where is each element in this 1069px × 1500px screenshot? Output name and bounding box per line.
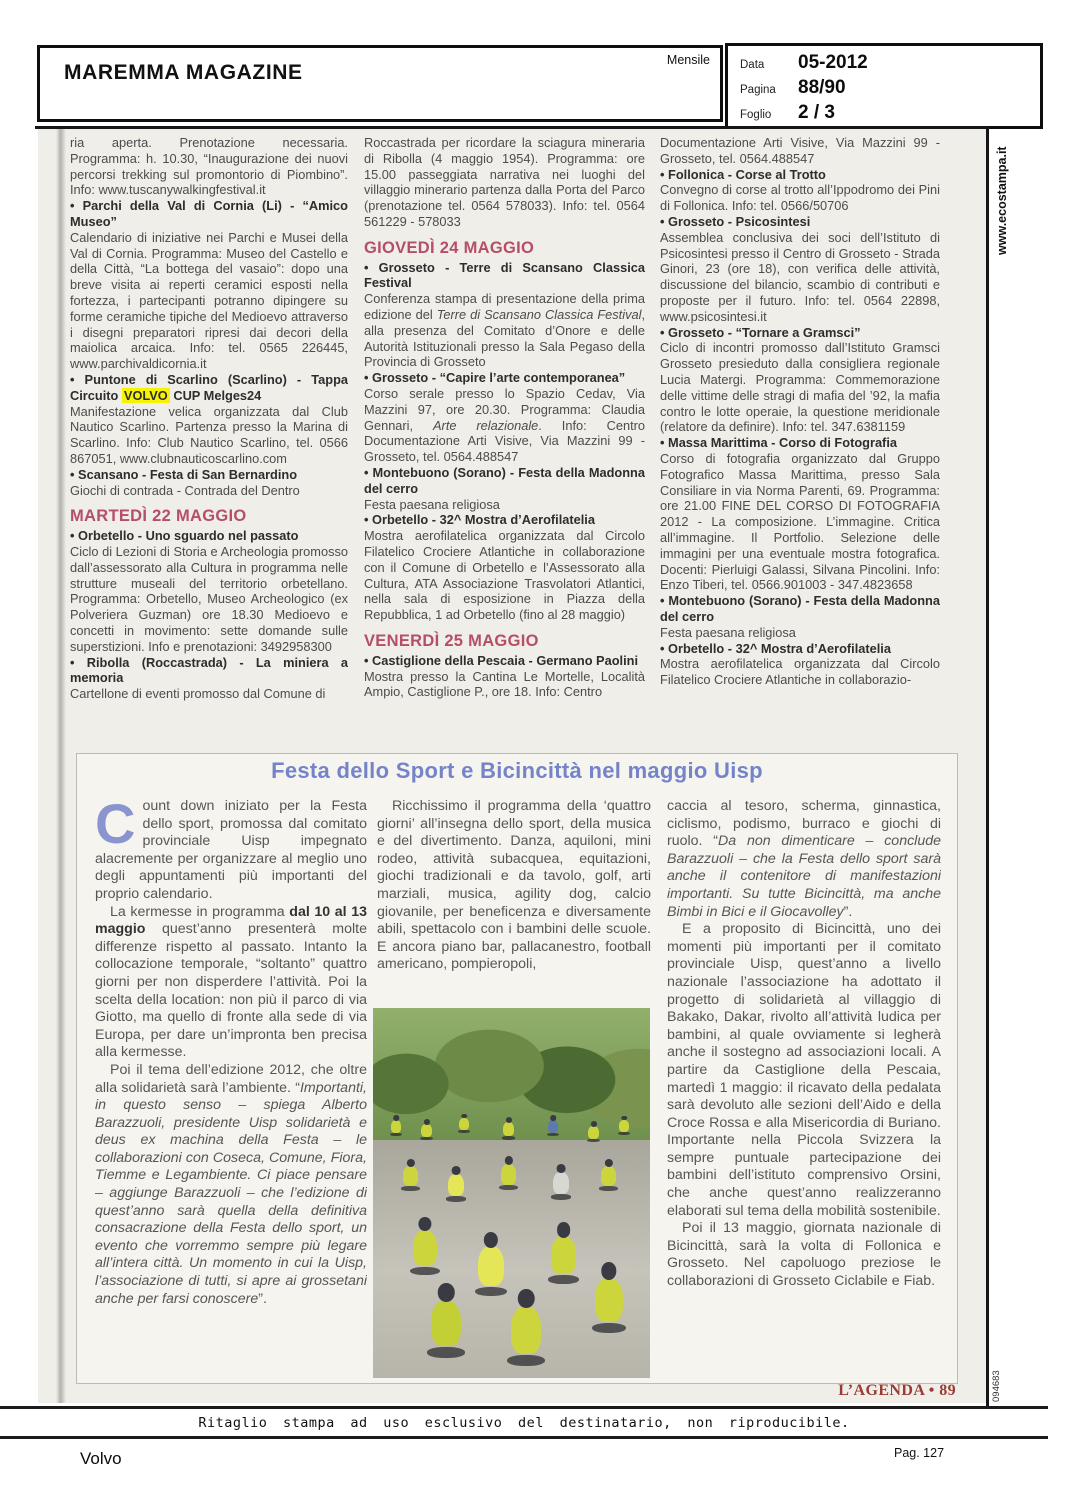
italic-quote: Arte relazionale [433,417,539,433]
text-paragraph: Roccastrada per ricordare la sciagura mineraria di Ribolla (4 maggio 1954). Programma: ore 15.00 passeggiata narrativa nei luoghi del villaggio minerario partenza dalla Porta del Parco (prenotazione tel. 0564 578033). Info: tel. 0564 561229 - 578033 [364,135,645,229]
text-paragraph: Ciclo di incontri promosso dall’Istituto Gramsci Grosseto presieduto dalla consigliera regionale Lucia Matergi. Programma: Commemorazione delle vittime delle stragi di mafia del ’92, la mafia contro le lotte operaie, la questione meridionale (relatore da definire). Info: tel. 347.6381159 [660,340,940,435]
bold-text: dal 10 al 13 maggio [95,903,367,938]
agenda-event-title: • Ribolla (Roccastrada) - La miniera a memoria [70,654,348,686]
cyclist-figure [413,1230,437,1266]
text-paragraph: Convegno di corse al trotto all’Ippodromo dei Pini di Follonica. Info: tel. 0566/50706 [660,182,940,214]
agenda-column-1 [70,135,348,747]
data-label: Data [740,59,765,71]
article-column-3 [667,798,941,1376]
italic-quote: Terre di Scansano Classica Festival [436,306,642,322]
cyclist-figure [391,1120,401,1133]
agenda-day-heading: MARTEDÌ 22 MAGGIO [70,507,247,526]
text-paragraph: La kermesse in programma dal 10 al 13 maggio quest’anno presenterà molte differenze rispetto al passato. Intanto la collocazione temporale, “soltanto” quattro giorni per non disperdere l’attività. Poi la scelta della location: non più il parco di via Giotto, ma quello di fronte alla sede di via Europa, per dare un’impronta ben precisa alla kermesse. [95,903,367,1061]
text-paragraph: Ciclo di Lezioni di Storia e Archeologia promosso dall’assessorato alla Cultura in programma nelle strutture museali del territorio orbetellano. Programma: Orbetello, Museo Archeologico (ex Polveriera Guzman) ore 18.30 Medioevo e concetti in movimento: sette domande sulle superstizioni. Info e prenotazioni: 3492958300 [70,543,348,654]
cyclist-figure [588,1126,599,1139]
cyclist-figure [459,1118,469,1130]
cyclist-figure [403,1166,418,1186]
text-paragraph: Documentazione Arti Visive, Via Mazzini 99 - Grosseto, tel. 0564.488547 [660,135,940,166]
agenda-event-title: • Grosseto - Psicosintesi [660,213,811,229]
cyclist-figure [431,1300,461,1346]
agenda-day-heading: GIOVEDÌ 24 MAGGIO [364,238,535,257]
scanned-page [38,129,986,1403]
meta-row-data [740,52,868,76]
agenda-column-2 [364,135,645,747]
cyclist-figure [601,1166,616,1186]
text-paragraph: caccia al tesoro, scherma, ginnastica, ciclismo, podismo, burraco e giochi di ruolo. “Da non dimenticare – conclude Barazzuoli – che la Festa dello sport sarà anche il contenitore di manifestazioni importanti. Su tutte Bicincittà, ma anche Bimbi in Bici e il Giocavolley”. [667,798,941,920]
text-paragraph: Mostra aerofilatelica organizzata dal Circolo Filatelico Crociere Atlantiche in collaborazio- [660,656,940,688]
page-number: Pag. 127 [894,1446,945,1460]
foglio-label: Foglio [740,109,772,121]
agenda-event-title: • Montebuono (Sorano) - Festa della Madonna del cerro [364,464,645,496]
agenda-day-heading: VENERDÌ 25 MAGGIO [364,631,539,650]
cyclist-figure [619,1120,629,1132]
agenda-event-title: • Grosseto - Terre di Scansano Classica Festival [364,259,645,291]
brand-label: Volvo [80,1449,122,1468]
agenda-event-title: • Orbetello - 32^ Mostra d’Aerofilatelia [364,512,595,528]
vertical-divider [986,126,989,1407]
cyclist-figure [551,1236,576,1274]
italic-quote: Importanti, in questo senso – spiega Alberto Barazzuoli, presidente Uisp solidarietà e deus ex machina della Festa – le collaborazioni con Coseca, Comune, Fiora, Tiemme e Legambiente. Ci piace pensare – aggiunge Barazzuoli – che l’edizione di quest’anno sarà quella della definitiva consacrazione della Festa dello sport, un evento che vorremmo sempre più legare all’intera città. Un momento in cui la Uisp, l’associazione di tutti, si apre ai grossetani anche per farsi conoscere [95,1079,367,1307]
masthead-box [37,45,723,122]
drop-cap: C [95,798,136,855]
cyclist-figure [448,1174,464,1196]
italic-quote: Da non dimenticare – conclude Barazzuoli – che la Festa dello sport sarà anche il contenitore di manifestazioni importanti. Su tutte Bicincittà, ma anche Bimbi in Bici e il Giocavolley [667,833,941,920]
ritaglio-band [0,1406,1048,1439]
cyclist-figure [503,1122,514,1136]
agenda-event-title: • Montebuono (Sorano) - Festa della Madonna del cerro [660,593,940,624]
text-paragraph: Festa paesana religiosa [660,624,796,640]
cyclist-figure [421,1124,432,1137]
pagina-value: 88/90 [798,77,846,98]
clipping-code: 094683 [991,1370,1002,1402]
agenda-event-title: • Follonica - Corse al Trotto [660,166,826,182]
volvo-highlight: VOLVO [123,387,168,403]
agenda-event-title: • Puntone di Scarlino (Scarlino) - Tappa Circuito VOLVO CUP Melges24 [70,371,348,403]
agenda-event-title: • Grosseto - “Capire l’arte contemporanea” [364,370,626,386]
cyclists-photo [373,1008,650,1378]
magazine-page-footer: L’AGENDA • 89 [838,1382,956,1399]
agenda-event-title: • Parchi della Val di Cornia (Li) - “Amico Museo” [70,198,348,229]
cyclist-figure [478,1246,504,1286]
text-paragraph: E a proposito di Bicincittà, uno dei momenti più importanti per il comitato provinciale Uisp, quest’anno a livello nazionale l’associazione ha adottato il progetto di solidarietà al villaggio di Bakako, Dakar, rivolto all’attività ludica per bambini, al quale ovviamente si legherà anche il sostegno ad associazioni locali. A partire da Castiglione della Pescaia, martedì 1 maggio: il ricavato della pedalata sarà devoluto alle sezioni dell’Aido e della Croce Rossa e alla Misericordia di Buriano. Importante nella Piccola Svizzera la sempre puntuale partecipazione dei bambini dell’istituto comprensivo Orsini, che anche quest’anno realizzeranno elaborati sul tema della mobilità sostenibile. [667,921,941,1219]
meta-row-pagina [740,77,846,101]
festa-sport-article-box [76,753,958,1384]
ritaglio-text: Ritaglio stampa ad uso esclusivo del destinatario, non riproducibile. [198,1415,850,1431]
text-paragraph: Mostra aerofilatelica organizzata dal Circolo Filatelico Crociere Atlantiche in collaborazione con il Comune di Orbetello e l’Assessorato alla Cultura, ATA Associazione Trasvolatori Atlantici, nella sala di esposizione in Piazza della Repubblica, 1 ad Orbetello (fino al 28 maggio) [364,528,645,623]
text-paragraph: ria aperta. Prenotazione necessaria. Programma: h. 10.30, “Inaugurazione dei nuovi percorsi trekking sul promontorio di Piombino”. Info: www.tuscanywalkingfestival.it [70,135,348,198]
cyclist-figure [548,1120,558,1133]
agenda-column-3 [660,135,940,747]
text-paragraph: Manifestazione velica organizzata dal Club Nautico Scarlino. Partenza presso la Marina di Scarlino. Info: Club Nautico Scarlino, tel. 0566 867051, www.clubnauticoscarlino.com [70,403,348,466]
text-paragraph: Poi il tema dell’edizione 2012, che oltre alla solidarietà sarà l’ambiente. “Importanti, in questo senso – spiega Alberto Barazzuoli, presidente Uisp solidarietà e deus ex machina della Festa – le collaborazioni con Coseca, Comune, Fiora, Tiemme e Legambiente. Ci piace pensare – aggiunge Barazzuoli – che l’edizione di quest’anno sarà quella della definitiva consacrazione della Festa dello sport, un evento che vorremmo sempre più legare all’intera città. Un momento in cui la Uisp, l’associazione di tutti, si apre ai grossetani anche per farsi conoscere”. [95,1061,367,1307]
text-paragraph: Assemblea conclusiva dei soci dell’Istituto di Psicosintesi presso il Centro di Grosseto - Strada Ginori, 23 (ore 18), con verifica delle attività, discussione del bilancio, scambio di contributi e proposte per il futuro. Info: tel. 0564 22898, www.psicosintesi.it [660,229,940,324]
data-value: 05-2012 [798,52,868,73]
agenda-event-title: • Massa Marittima - Corso di Fotografia [660,435,897,451]
text-paragraph: Mostra presso la Cantina Le Mortelle, Località Ampio, Castiglione P., ore 18. Info: Centro [364,668,645,700]
article-title: Festa dello Sport e Bicincittà nel maggio Uisp [271,758,763,783]
text-paragraph: Cartellone di eventi promosso dal Comune di [70,686,326,702]
magazine-title: MAREMMA MAGAZINE [64,61,303,84]
agenda-event-title: • Orbetello - Uno sguardo nel passato [70,528,299,544]
agenda-event-title: • Orbetello - 32^ Mostra d’Aerofilatelia [660,640,891,656]
frequency-label: Mensile [666,53,710,67]
text-paragraph: Festa paesana religiosa [364,496,500,512]
text-paragraph: Conferenza stampa di presentazione della prima edizione del Terre di Scansano Classica Festival, alla presenza del Comitato d’Onore e delle Autorità Istituzionali presso la Sala Pegaso della Provincia di Grosseto [364,291,645,370]
cyclist-figure [553,1172,569,1194]
text-paragraph: Poi il 13 maggio, giornata nazionale di Bicincittà, sarà la volta di Follonica e Grosseto. Nel capoluogo preziose le collaborazioni di Grosseto Ciclabile e Fiab. [667,1220,941,1290]
cyclist-figure [511,1306,541,1354]
text-paragraph: Giochi di contrada - Contrada del Dentro [70,482,300,498]
text-paragraph: Corso di fotografia organizzato dal Gruppo Fotografico Massa Marittima, presso Sala Consiliare in via Norma Parenti, 69. Programma: ore 21.00 FINE DEL CORSO DI FOTOGRAFIA 2012 - La composizione. L’immagine. Critica all’immagine. Il Portfolio. Selezione delle immagini per una eventuale mostra fotografica. Docenti: Pierluigi Galassi, Silvana Pincolini. Info: Enzo Tiberi, tel. 0566.901003 - 347.4823658 [660,450,940,593]
pagina-label: Pagina [740,84,776,96]
meta-row-foglio [740,102,835,126]
clipping-meta-box [725,43,1043,129]
text-paragraph: Ricchissimo il programma della ‘quattro giorni’ all’insegna dello sport, della musica e del divertimento. Danza, aquiloni, mini rodeo, attività subacquea, equitazioni, giochi tradizionali e da tavolo, golf, arti marziali, musica, agility dog, calcio giovanile, per beneficenza e diversamente abili, spettacolo con i bambini delle scuole. E ancora piano bar, pallacanestro, football americano, pompieropoli, [377,798,651,973]
agenda-event-title: • Scansano - Festa di San Bernardino [70,466,298,482]
text-paragraph: Calendario di iniziative nei Parchi e Musei della Val di Cornia. Programma: Museo del Castello e della Città, “La bottega del vasaio”: dopo una breve visita ai reperti ceramici esposti nella fortezza, i partecipanti potranno dipingere su forme ceramiche tipiche del Medioevo attraverso i disegni preparatori ripresi dai decori della maiolica arcaica. Info: tel. 0565 226445, www.parchivaldicornia.it [70,229,348,372]
foglio-value: 2 / 3 [798,102,835,123]
cyclist-figure [595,1278,623,1322]
text-paragraph: Count down iniziato per la Festa dello sport, promossa dal comitato provinciale Uisp impegnato alacremente per organizzare al meglio uno degli appuntamenti più importanti del proprio calendario. [95,798,367,902]
article-column-1 [95,798,367,1376]
agenda-event-title: • Castiglione della Pescaia - Germano Paolini [364,652,639,668]
ecostampa-url: www.ecostampa.it [995,146,1009,255]
cyclist-figure [501,1164,516,1185]
text-paragraph: Corso serale presso lo Spazio Cedav, Via Mazzini 97, ore 20.30. Programma: Claudia Gennari, Arte relazionale. Info: Centro Documentazione Arti Visive, Via Mazzini 99 - Grosseto, tel. 0564.488547 [364,385,645,465]
agenda-event-title: • Grosseto - “Tornare a Gramsci” [660,324,861,340]
